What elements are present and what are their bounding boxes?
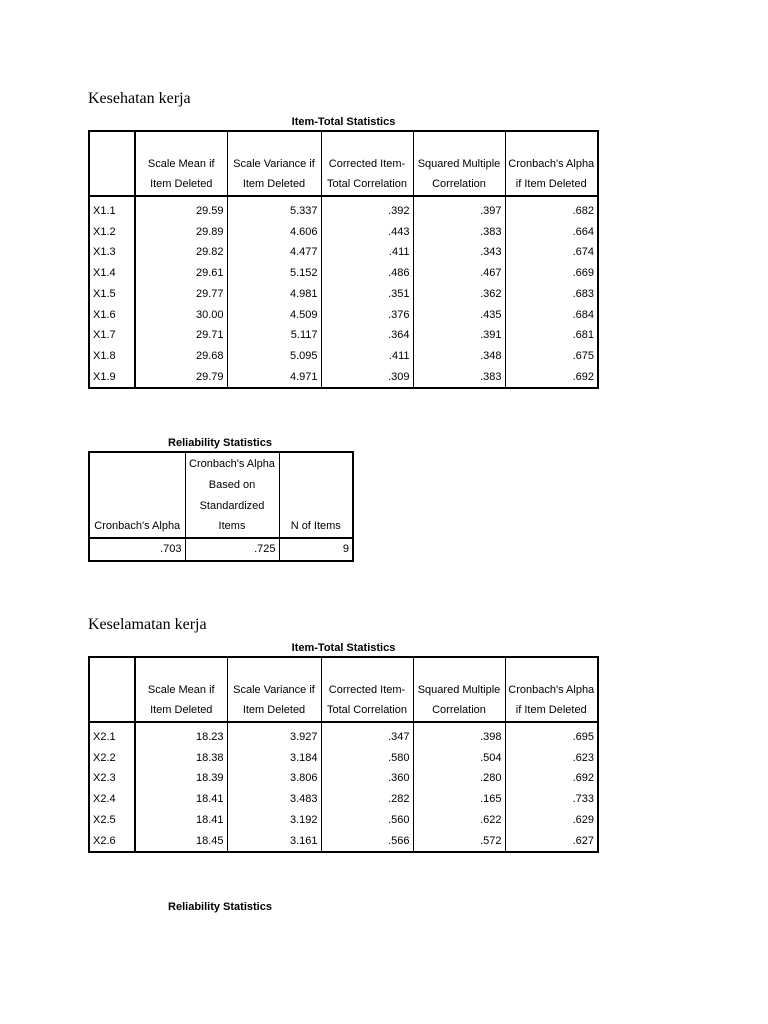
value-cell: 4.606 [227, 222, 321, 243]
value-cell: 30.00 [135, 305, 227, 326]
value-cell: 5.152 [227, 263, 321, 284]
value-cell: .397 [413, 196, 505, 222]
value-cell: .664 [505, 222, 598, 243]
header-cell: Scale Variance if Item Deleted [227, 657, 321, 722]
item-total-title-2: Item-Total Statistics [291, 642, 396, 654]
value-cell: .627 [505, 831, 598, 853]
value-cell: .411 [321, 242, 413, 263]
table-row [89, 242, 598, 263]
value-cell: .383 [413, 367, 505, 389]
header-cell: Cronbach's Alpha if Item Deleted [505, 657, 598, 722]
value-cell: .347 [321, 722, 413, 748]
value-cell: 4.971 [227, 367, 321, 389]
table-row [89, 831, 598, 853]
header-cell: Corrected Item-Total Correlation [321, 657, 413, 722]
value-cell: 3.927 [227, 722, 321, 748]
table-row [89, 367, 598, 389]
table-row [89, 305, 598, 326]
header-cell: Scale Mean if Item Deleted [135, 131, 227, 196]
value-cell: .629 [505, 810, 598, 831]
value-cell: .467 [413, 263, 505, 284]
value-cell: .348 [413, 346, 505, 367]
header-cell [89, 657, 135, 722]
header-cell: Squared Multiple Correlation [413, 657, 505, 722]
table-row [89, 325, 598, 346]
value-cell: 4.477 [227, 242, 321, 263]
value-cell: 3.161 [227, 831, 321, 853]
row-label: X1.3 [89, 242, 135, 263]
table-row [89, 538, 353, 561]
value-cell: 3.483 [227, 789, 321, 810]
value-cell: 5.337 [227, 196, 321, 222]
item-total-table-1 [88, 130, 599, 389]
reliability-table-1 [88, 451, 354, 562]
value-cell: .695 [505, 722, 598, 748]
value-cell: .411 [321, 346, 413, 367]
value-cell: .684 [505, 305, 598, 326]
header-cell: Scale Mean if Item Deleted [135, 657, 227, 722]
value-cell: 29.59 [135, 196, 227, 222]
item-total-body-2 [89, 722, 598, 852]
section-heading-kesehatan: Kesehatan kerja [88, 90, 191, 107]
value-cell: .580 [321, 748, 413, 769]
value-cell: .392 [321, 196, 413, 222]
row-label: X2.6 [89, 831, 135, 853]
value-cell: .566 [321, 831, 413, 853]
table-row [89, 748, 598, 769]
value-cell: 18.41 [135, 810, 227, 831]
value-cell: .165 [413, 789, 505, 810]
header-cell: Cronbach's Alpha if Item Deleted [505, 131, 598, 196]
table-row [89, 263, 598, 284]
value-cell: 9 [279, 538, 353, 561]
header-cell: Corrected Item-Total Correlation [321, 131, 413, 196]
row-label: X1.7 [89, 325, 135, 346]
value-cell: .398 [413, 722, 505, 748]
value-cell: .280 [413, 768, 505, 789]
header-cell: N of Items [279, 452, 353, 538]
value-cell: 18.38 [135, 748, 227, 769]
header-cell: Cronbach's Alpha [89, 452, 185, 538]
value-cell: .383 [413, 222, 505, 243]
value-cell: .360 [321, 768, 413, 789]
reliability-title-1: Reliability Statistics [168, 437, 272, 449]
value-cell: .309 [321, 367, 413, 389]
value-cell: 5.117 [227, 325, 321, 346]
value-cell: .623 [505, 748, 598, 769]
value-cell: 29.68 [135, 346, 227, 367]
value-cell: .669 [505, 263, 598, 284]
value-cell: 18.23 [135, 722, 227, 748]
value-cell: 18.39 [135, 768, 227, 789]
value-cell: .733 [505, 789, 598, 810]
value-cell: .725 [185, 538, 279, 561]
value-cell: .362 [413, 284, 505, 305]
reliability-title-2: Reliability Statistics [168, 901, 272, 913]
value-cell: .560 [321, 810, 413, 831]
row-label: X2.5 [89, 810, 135, 831]
value-cell: .622 [413, 810, 505, 831]
value-cell: 3.184 [227, 748, 321, 769]
value-cell: .351 [321, 284, 413, 305]
section-heading-keselamatan: Keselamatan kerja [88, 616, 207, 633]
value-cell: 3.192 [227, 810, 321, 831]
value-cell: .364 [321, 325, 413, 346]
value-cell: 29.79 [135, 367, 227, 389]
value-cell: 4.509 [227, 305, 321, 326]
value-cell: .504 [413, 748, 505, 769]
row-label: X1.2 [89, 222, 135, 243]
value-cell: .572 [413, 831, 505, 853]
table-row [89, 196, 598, 222]
value-cell: 29.61 [135, 263, 227, 284]
value-cell: 29.71 [135, 325, 227, 346]
item-total-body-1 [89, 196, 598, 388]
item-total-table-2 [88, 656, 599, 853]
row-label: X1.8 [89, 346, 135, 367]
value-cell: .692 [505, 367, 598, 389]
table-row [89, 789, 598, 810]
value-cell: 29.77 [135, 284, 227, 305]
header-cell [89, 131, 135, 196]
value-cell: .282 [321, 789, 413, 810]
value-cell: .692 [505, 768, 598, 789]
value-cell: .443 [321, 222, 413, 243]
table-row [89, 722, 598, 748]
value-cell: 29.82 [135, 242, 227, 263]
value-cell: 4.981 [227, 284, 321, 305]
row-label: X2.4 [89, 789, 135, 810]
value-cell: .682 [505, 196, 598, 222]
value-cell: .681 [505, 325, 598, 346]
table-row [89, 284, 598, 305]
value-cell: .435 [413, 305, 505, 326]
item-total-title-1: Item-Total Statistics [291, 116, 396, 128]
value-cell: .675 [505, 346, 598, 367]
row-label: X1.1 [89, 196, 135, 222]
table-row [89, 810, 598, 831]
value-cell: 3.806 [227, 768, 321, 789]
value-cell: 18.41 [135, 789, 227, 810]
row-label: X1.4 [89, 263, 135, 284]
value-cell: .376 [321, 305, 413, 326]
header-cell: Squared Multiple Correlation [413, 131, 505, 196]
value-cell: 5.095 [227, 346, 321, 367]
header-cell: Cronbach's Alpha Based on Standardized Items [185, 452, 279, 538]
table-row [89, 768, 598, 789]
table-row [89, 222, 598, 243]
row-label: X1.5 [89, 284, 135, 305]
value-cell: .391 [413, 325, 505, 346]
row-label: X2.1 [89, 722, 135, 748]
row-label: X2.2 [89, 748, 135, 769]
row-label: X1.9 [89, 367, 135, 389]
row-label: X2.3 [89, 768, 135, 789]
value-cell: 18.45 [135, 831, 227, 853]
row-label: X1.6 [89, 305, 135, 326]
value-cell: .486 [321, 263, 413, 284]
value-cell: .683 [505, 284, 598, 305]
table-row [89, 346, 598, 367]
value-cell: .343 [413, 242, 505, 263]
value-cell: .674 [505, 242, 598, 263]
header-cell: Scale Variance if Item Deleted [227, 131, 321, 196]
value-cell: .703 [89, 538, 185, 561]
value-cell: 29.89 [135, 222, 227, 243]
